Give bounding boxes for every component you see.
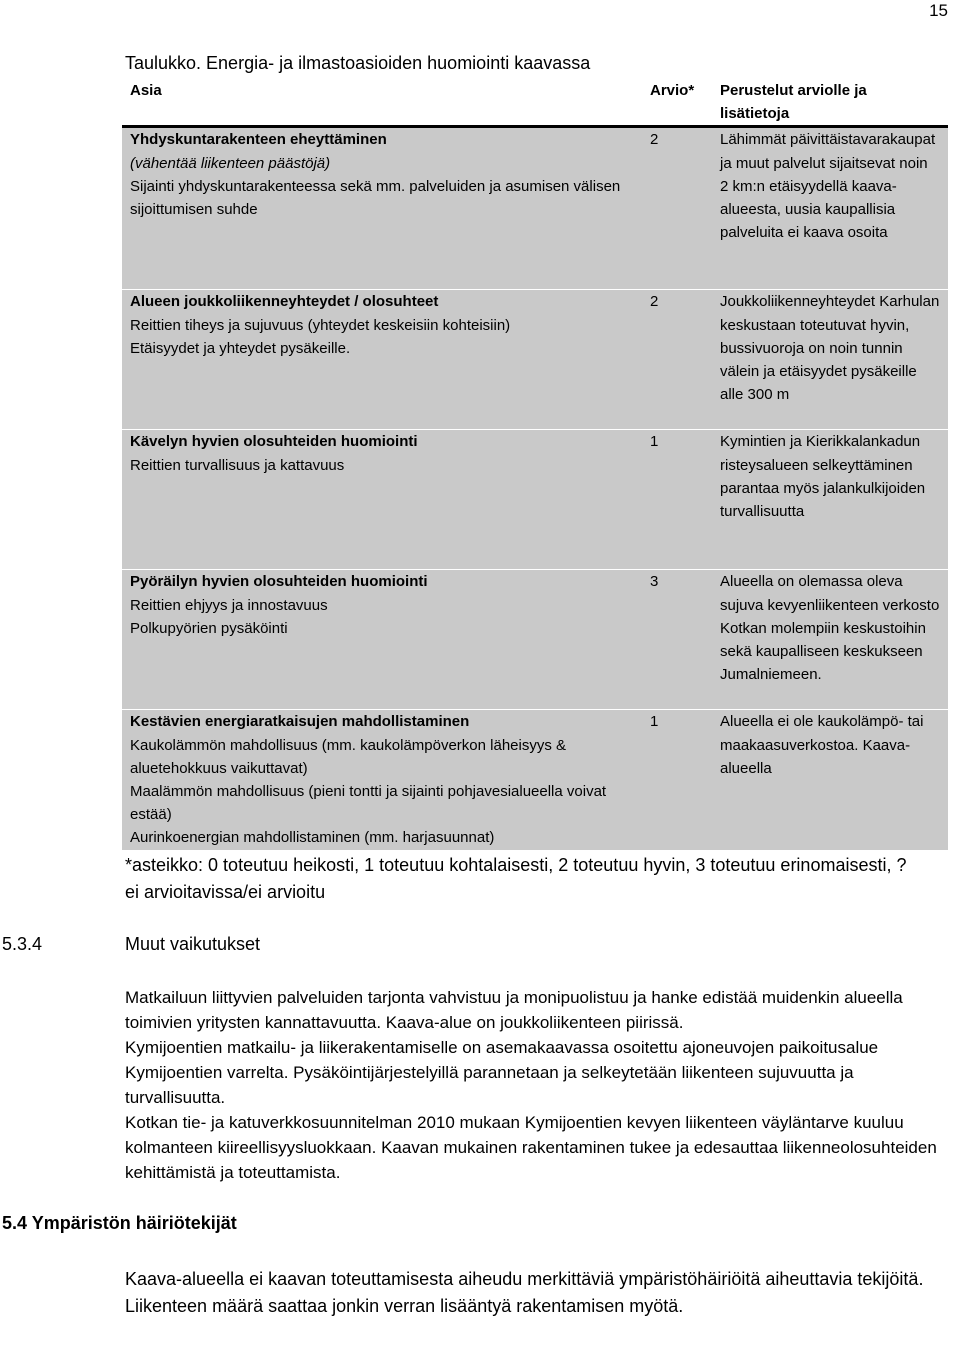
row-title: Pyöräilyn hyvien olosuhteiden huomiointi [130,573,428,591]
row-score: 2 [642,290,712,430]
row-reason: Kymintien ja Kierikkalankadun risteysalueen selkeyttäminen parantaa myös jalankulkijoiden turvallisuutta [712,430,948,570]
row-line: Reittien ehjyys ja innostavuus [130,596,328,614]
row-subject [122,570,642,710]
row-line: (vähentää liikenteen päästöjä) [130,154,331,172]
table-footnote: *asteikko: 0 toteutuu heikosti, 1 toteutuu kohtalaisesti, 2 toteutuu hyvin, 3 toteutuu erinomaisesti, ? ei arvioitavissa/ei arvioitu [125,855,907,902]
row-score: 1 [642,430,712,570]
row-reason: Alueella on olemassa oleva sujuva kevyenliikenteen verkosto Kotkan molempiin keskustoihin sekä kaupalliseen keskukseen Jumalniemeen. [712,570,948,710]
table-caption: Taulukko. Energia- ja ilmastoasioiden huomiointi kaavassa [125,53,591,73]
paragraph-1: Matkailuun liittyvien palveluiden tarjonta vahvistuu ja monipuolistuu ja hanke edistää muidenkin alueella toimivien yritysten kannattavuutta. Kaava-alue on joukkoliikenteen piirissä. [125,988,903,1032]
energy-climate-table [122,79,948,851]
row-line: Maalämmön mahdollisuus (pieni tontti ja sijainti pohjavesialueella voivat estää) [130,783,607,824]
header-arvio: Arvio* [642,79,712,127]
row-score: 2 [642,127,712,290]
row-score: 1 [642,710,712,850]
row-line: Kaukolämmön mahdollisuus (mm. kaukolämpöverkon läheisyys & aluetehokkuus vaikuttavat) [130,736,567,777]
table-row [122,570,948,710]
row-title: Kävelyn hyvien olosuhteiden huomiointi [130,433,418,451]
table-header-row [122,79,948,127]
section-heading-54: 5.4 Ympäristön häiriötekijät [2,1213,237,1233]
page-number: 15 [929,1,948,20]
row-title: Yhdyskuntarakenteen eheyttäminen [130,131,387,149]
row-line: Reittien turvallisuus ja kattavuus [130,456,345,474]
table-row [122,710,948,850]
row-subject [122,710,642,850]
table-row [122,127,948,290]
row-line: Etäisyydet ja yhteydet pysäkeille. [130,339,351,357]
paragraph-3: Kotkan tie- ja katuverkkosuunnitelman 2010 mukaan Kymijoentien kevyen liikenteen väyläntarve kuuluu kolmanteen kiireellisyysluokkaan. Kaavan mukainen rakentaminen tukee ja edesauttaa liikenneolosuhteiden kehittämistä ja toteuttamista. [125,1113,937,1182]
row-line: Polkupyörien pysäköinti [130,619,288,637]
row-line: Sijainti yhdyskuntarakenteessa sekä mm. palveluiden ja asumisen välisen sijoittumisen suhde [130,177,621,219]
row-subject [122,430,642,570]
header-asia: Asia [122,79,642,127]
header-perustelut: Perustelut arviolle ja lisätietoja [712,79,948,127]
paragraph-54: Kaava-alueella ei kaavan toteuttamisesta aiheudu merkittäviä ympäristöhäiriöitä aiheuttavia tekijöitä. Liikenteen määrä saattaa jonkin verran lisääntyä rakentamisen myötä. [125,1269,924,1316]
row-score: 3 [642,570,712,710]
paragraph-2: Kymijoentien matkailu- ja liikerakentamiselle on asemakaavassa osoitettu ajoneuvojen paikoitusalue Kymijoentien varrelta. Pysäköintijärjestelyillä parannetaan ja selkeytetään liikenteen sujuvuutta ja turvallisuutta. [125,1038,879,1107]
row-subject [122,290,642,430]
row-line: Reittien tiheys ja sujuvuus (yhteydet keskeisiin kohteisiin) [130,316,511,334]
row-reason: Lähimmät päivittäistavarakaupat ja muut palvelut sijaitsevat noin 2 km:n etäisyydellä kaava-alueesta, uusia kaupallisia palveluita ei kaava osoita [712,127,948,290]
table-row [122,290,948,430]
row-subject [122,127,642,290]
row-reason: Joukkoliikenneyhteydet Karhulan keskustaan toteutuvat hyvin, bussivuoroja on noin tunnin välein ja etäisyydet pysäkeille alle 300 m [712,290,948,430]
section-number: 5.3.4 [2,934,43,954]
row-title: Alueen joukkoliikenneyhteydet / olosuhteet [130,293,439,311]
row-line: Aurinkoenergian mahdollistaminen (mm. harjasuunnat) [130,829,495,847]
table-row [122,430,948,570]
row-title: Kestävien energiaratkaisujen mahdollistaminen [130,713,470,731]
row-reason: Alueella ei ole kaukolämpö- tai maakaasuverkostoa. Kaava-alueella [712,710,948,850]
section-title: Muut vaikutukset [125,934,261,954]
